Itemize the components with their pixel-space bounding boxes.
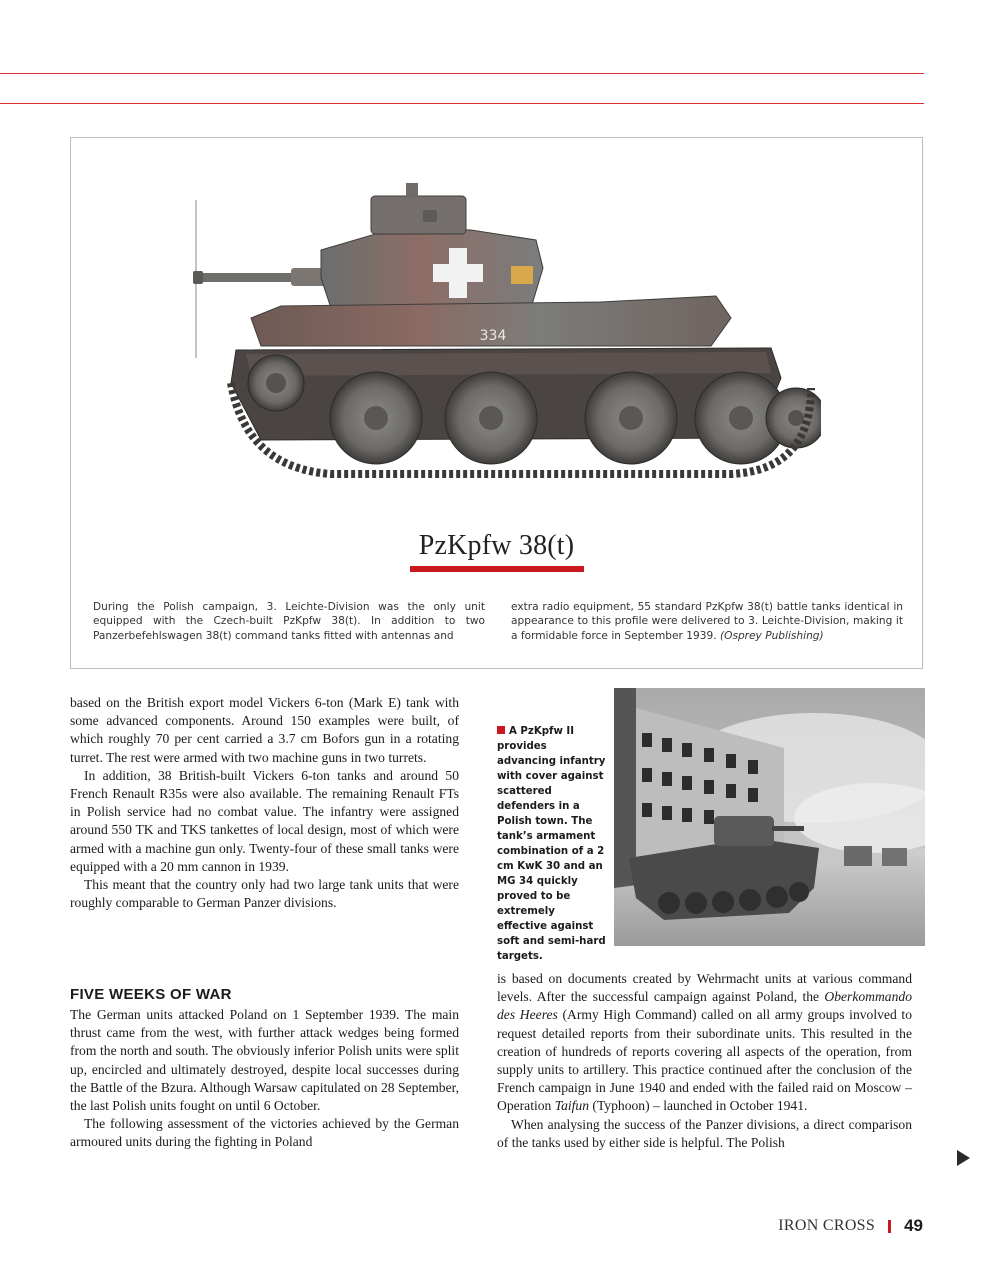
figure-caption-credit: (Osprey Publishing) (719, 629, 824, 642)
footer-separator (888, 1220, 891, 1233)
figure-title-underline (410, 566, 584, 572)
header-rule-top (0, 73, 924, 74)
pzkpfw-ii-photo-image (614, 688, 925, 946)
tank-profile-illustration (171, 178, 821, 508)
text-run: (Army High Command) called on all army groups involved to request detailed reports from their subordinate units. This resulted in the creation of hundreds of reports covering all aspects of the operation, from supply units to artillery. This practice continued after the conclusion of the French campaign in June 1940 and ended with the failed raid on Moscow – Operation (497, 1007, 913, 1114)
italic-term: Taifun (554, 1098, 590, 1114)
text-run: is based on documents created by Wehrmacht units at various command levels. After the successful campaign against Poland, the (497, 971, 912, 1005)
next-page-arrow-icon[interactable] (957, 1150, 970, 1166)
italic-term: Oberkommando des Heeres (497, 989, 912, 1023)
section-heading: FIVE WEEKS OF WAR (70, 986, 232, 1003)
magazine-name: IRON CROSS (778, 1217, 876, 1234)
header-rule-bottom (0, 103, 924, 104)
figure-caption-right (511, 600, 903, 643)
pzkpfw-ii-photo (614, 688, 925, 946)
left-column-text (70, 694, 459, 912)
paragraph: In addition, 38 British-built Vickers 6-ton tanks and around 50 French Renault R35s were also available. The remaining Renault FTs in Polish service had no combat value. The infantry were assigned around 550 TK and TKS tankettes of local design, most of which were armed with a machine gun only. Twenty-four of these small tanks were equipped with a 20 mm cannon in 1939. (70, 767, 459, 874)
caption-marker-icon (497, 726, 505, 734)
photo-caption-text: A PzKpfw II provides advancing infantry with cover against scattered defenders in a Polish town. The tank’s armament combination of a 2 cm KwK 30 and an MG 34 quickly proved to be extremely effective against soft and semi-hard targets. (497, 726, 606, 962)
page-number: 49 (904, 1216, 923, 1235)
figure-caption-left: During the Polish campaign, 3. Leichte-Division was the only unit equipped with the Czech-built PzKpfw 38(t). In addition to two Panzerbefehlswagen 38(t) command tanks fitted with antennas and (93, 601, 485, 642)
paragraph: The following assessment of the victories achieved by the German armoured units during the fighting in Poland (70, 1116, 459, 1150)
figure-caption-right-text: extra radio equipment, 55 standard PzKpfw 38(t) battle tanks identical in appearance to this profile were delivered to 3. Leichte-Division, making it a formidable force in September 1939. (511, 601, 903, 642)
section-text (70, 1006, 459, 1152)
text-run: (Typhoon) – launched in October 1941. (589, 1098, 808, 1114)
turret-number: 334 (479, 328, 507, 344)
tank-profile-figure (70, 137, 923, 669)
photo-caption (497, 724, 607, 964)
figure-title: PzKpfw 38(t) (418, 530, 575, 561)
paragraph: This meant that the country only had two large tank units that were roughly comparable to German Panzer divisions. (70, 877, 459, 911)
page-footer (778, 1216, 923, 1236)
paragraph (497, 970, 912, 1116)
right-column-text (497, 970, 912, 1152)
paragraph: based on the British export model Vickers 6-ton (Mark E) tank with some advanced components. Around 150 examples were built, of which roughly 70 per cent carried a 3.7 cm Bofors gun in a rotating turret. The rest were armed with two machine guns in two turrets. (70, 695, 459, 765)
paragraph: When analysing the success of the Panzer divisions, a direct comparison of the tanks used by either side is helpful. The Polish (497, 1116, 912, 1150)
paragraph: The German units attacked Poland on 1 September 1939. The main thrust came from the west, with further attack wedges being formed from the north and south. The obviously inferior Polish units were split up, encircled and ultimately destroyed, despite local successes during the Battle of the Bzura. Although Warsaw capitulated on 28 September, the last Polish units fought on until 6 October. (70, 1007, 459, 1114)
